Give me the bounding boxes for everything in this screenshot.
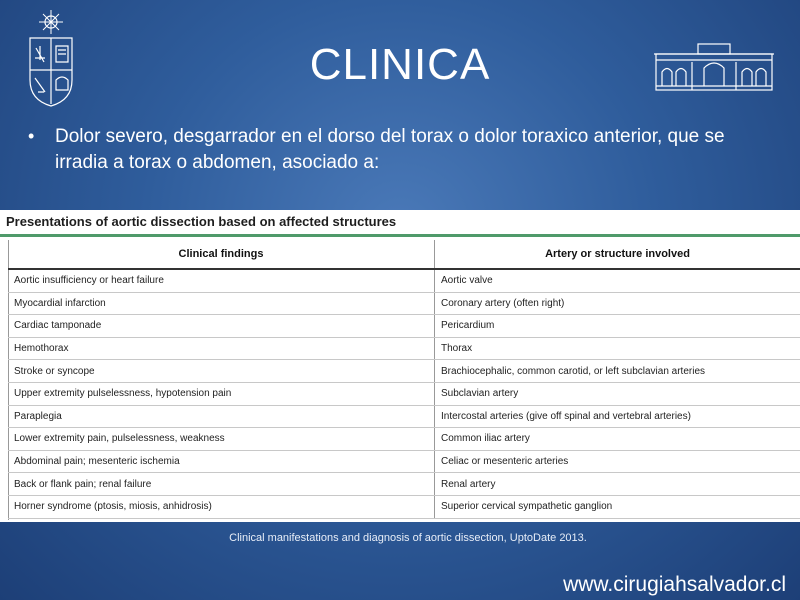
bullet-text: Dolor severo, desgarrador en el dorso del torax o dolor toraxico anterior, que se irradia a torax o abdomen, asociado a: bbox=[55, 126, 725, 173]
structure-cell: Subclavian artery bbox=[435, 382, 800, 405]
structure-cell: Common iliac artery bbox=[435, 428, 800, 451]
table-row bbox=[8, 450, 800, 473]
table-row bbox=[8, 360, 800, 383]
slide-title: CLINICA bbox=[309, 40, 491, 89]
header-artery-structure: Artery or structure involved bbox=[435, 240, 800, 269]
finding-cell: Paraplegia bbox=[8, 405, 435, 428]
finding-cell: Back or flank pain; renal failure bbox=[8, 473, 435, 496]
structure-cell: Thorax bbox=[435, 337, 800, 360]
table-row bbox=[8, 337, 800, 360]
table-row bbox=[8, 269, 800, 292]
finding-cell: Horner syndrome (ptosis, miosis, anhidrosis) bbox=[8, 495, 435, 518]
bullet-icon: • bbox=[28, 126, 35, 146]
table-row bbox=[8, 382, 800, 405]
structure-cell: Celiac or mesenteric arteries bbox=[435, 450, 800, 473]
structure-cell: Intercostal arteries (give off spinal and vertebral arteries) bbox=[435, 405, 800, 428]
structure-cell: Aortic valve bbox=[435, 269, 800, 292]
table-row bbox=[8, 473, 800, 496]
table-row bbox=[8, 405, 800, 428]
table-row bbox=[8, 315, 800, 338]
bullet-point bbox=[28, 124, 758, 176]
source-caption: Clinical manifestations and diagnosis of aortic dissection, UptoDate 2013. bbox=[229, 532, 587, 544]
table-row bbox=[8, 292, 800, 315]
finding-cell: Stroke or syncope bbox=[8, 360, 435, 383]
finding-cell: Lower extremity pain, pulselessness, weakness bbox=[8, 428, 435, 451]
table-panel bbox=[0, 210, 800, 522]
finding-cell: Upper extremity pulselessness, hypotension pain bbox=[8, 382, 435, 405]
finding-cell: Cardiac tamponade bbox=[8, 315, 435, 338]
structure-cell: Coronary artery (often right) bbox=[435, 292, 800, 315]
structure-cell: Superior cervical sympathetic ganglion bbox=[435, 495, 800, 518]
table-title: Presentations of aortic dissection based on affected structures bbox=[0, 210, 800, 237]
table-header-row bbox=[8, 240, 800, 269]
presentations-table bbox=[8, 240, 800, 519]
table-row bbox=[8, 428, 800, 451]
structure-cell: Renal artery bbox=[435, 473, 800, 496]
finding-cell: Hemothorax bbox=[8, 337, 435, 360]
finding-cell: Myocardial infarction bbox=[8, 292, 435, 315]
finding-cell: Aortic insufficiency or heart failure bbox=[8, 269, 435, 292]
footer-url: www.cirugiahsalvador.cl bbox=[563, 573, 786, 596]
header-clinical-findings: Clinical findings bbox=[8, 240, 435, 269]
structure-cell: Brachiocephalic, common carotid, or left subclavian arteries bbox=[435, 360, 800, 383]
structure-cell: Pericardium bbox=[435, 315, 800, 338]
finding-cell: Abdominal pain; mesenteric ischemia bbox=[8, 450, 435, 473]
table-row bbox=[8, 495, 800, 518]
